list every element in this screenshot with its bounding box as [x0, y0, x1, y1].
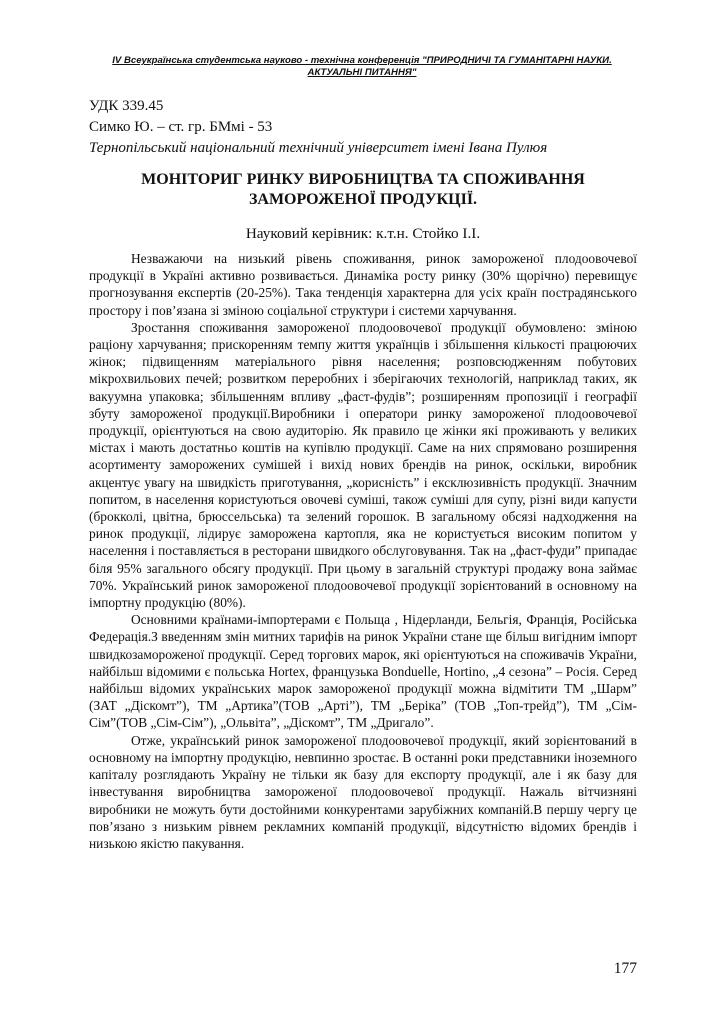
- article-title: МОНІТОРИГ РИНКУ ВИРОБНИЦТВА ТА СПОЖИВАННЯ ЗАМОРОЖЕНОЇ ПРОДУКЦІЇ.: [141, 171, 585, 208]
- conference-header-line-2: АКТУАЛЬНІ ПИТАННЯ": [307, 67, 417, 78]
- paragraph-1: Незважаючи на низький рівень споживання, ринок замороженої плодоовочевої продукції в Україні активно розвивається. Динаміка росту ринку (30% щорічно) перевищує прогнозування експертів (20-25%). Така тенденція характерна для усіх країн пострадянського простору і пов’язана зі зміною соціальної структури і системи харчування.: [89, 251, 637, 318]
- supervisor-line: Науковий керівник: к.т.н. Стойко І.І.: [245, 225, 481, 242]
- article-meta: [89, 96, 547, 159]
- author-line: Симко Ю. – ст. гр. БМмі - 53: [89, 119, 273, 135]
- article-body: [89, 250, 637, 852]
- page-number: 177: [613, 960, 637, 977]
- affiliation: Тернопільський національний технічний університет імені Івана Пулюя: [89, 140, 548, 156]
- conference-header-line-1: IV Всеукраїнська студентська науково - технічна конференція "ПРИРОДНИЧІ ТА ГУМАНІТАРНІ НАУКИ.: [112, 55, 612, 66]
- paragraph-4: Отже, український ринок замороженої плодоовочевої продукції, який зорієнтований в основному на імпортну продукцію, невпинно зростає. В останні роки представники іноземного капіталу розглядають Україну не тільки як базу для експорту продукції, але і як базу для інвестування виробництва замороженої плодоовочевої продукції. Нажаль вітчизняні виробники не можуть бути достойними конкурентами зарубіжних компаній.В першу чергу це пов’язано з низьким рівнем рекламних компаній продукції, відсутністю відомих брендів і низькою якістю пакування.: [89, 732, 637, 851]
- conference-header: [92, 55, 632, 79]
- udk-code: УДК 339.45: [89, 98, 164, 114]
- paragraph-2: Зростання споживання замороженої плодоовочевої продукції обумовлено: зміною раціону харчування; прискоренням темпу життя українців і збільшення кількості працюючих жінок; підвищенням матеріального рівня населення; розповсюдженням побутових мікрохвильових печей; розвитком переробних і зберігаючих технологій, наприклад таких, як вакуумна упаковка; збільшенням впливу „фаст-фудів”; розширенням пропозиції і географії збуту замороженої продукції.Виробники і оператори ринку замороженої плодоовочевої продукції, орієнтуються на свою аудиторію. Як правило це жінки які проживають у великих містах і мають достатньо коштів на купівлю продукції. Саме на них спрямовано розширення асортименту заморожених сумішей і вихід нових брендів на ринок, оскільки, виробник акцентує увагу на швидкість приготування, „корисність” і ексклюзивність продукції. Значним попитом, в населення користуються овочеві суміші, також суміші для супу, різні види капусти (брокколі, цвітна, брюссельська) та зелений горошок. В загальному обсязі надходження на ринок продукції, лідирує заморожена картопля, яка не користується високим попитом у населення і поставляється в ресторани швидкого обслуговування. Так на „фаст-фуди” припадає біля 95% загального обсягу продукції. При цьому в загальній структурі продажу вона займає 70%. Український ринок замороженої плодоовочевої продукції зорієнтований в основному на імпортну продукцію (80%).: [89, 319, 637, 611]
- paragraph-3: Основними країнами-імпортерами є Польща , Нідерланди, Бельгія, Франція, Російська Федерація.З введенням змін митних тарифів на ринок України стане ще більш вигідним імпорт швидкозамороженої продукції. Серед торгових марок, які орієнтуються на споживачів України, найбільш відомими є польська Hortex, французька Bonduelle, Hortino, „4 сезона” – Росія. Серед найбільш відомих українських марок замороженої продукції можна відмітити ТМ „Шарм” (ЗАТ „Діскомт”), ТМ „Артика”(ТОВ „Арті”), ТМ „Беріка” (ТОВ „Топ-трейд”), ТМ „Сім-Сім”(ТОВ „Сім-Сім”), „Ольвіта”, „Діскомт”, ТМ „Дригало”.: [89, 612, 637, 731]
